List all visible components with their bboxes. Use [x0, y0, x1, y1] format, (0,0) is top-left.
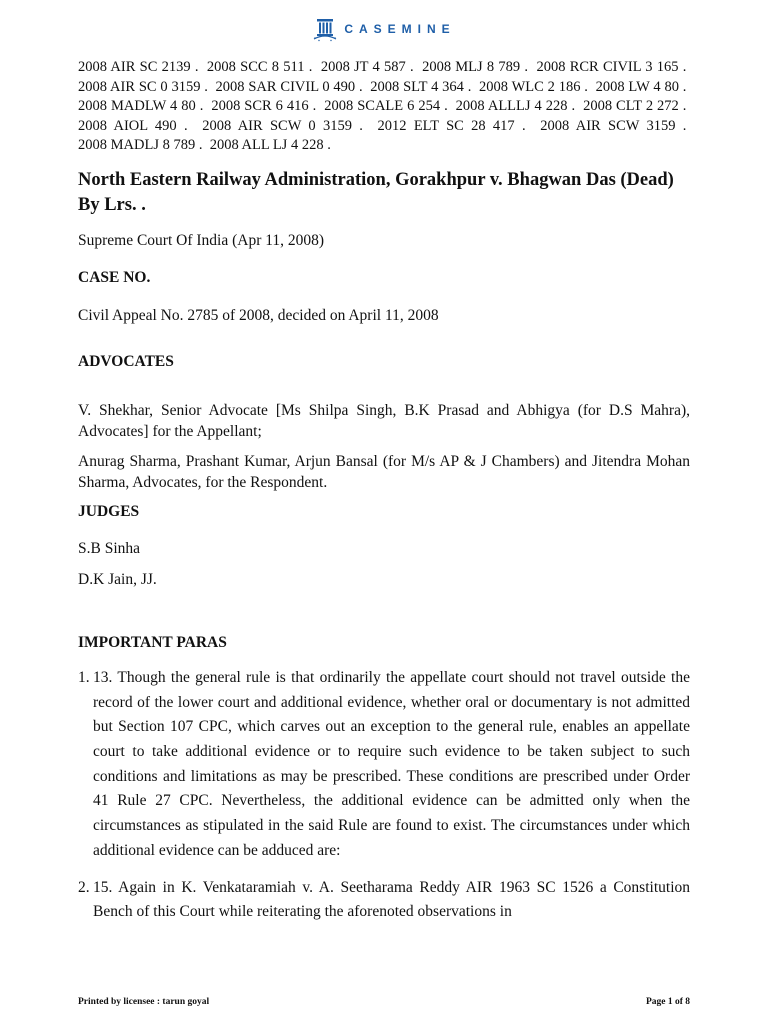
- case-no-text: Civil Appeal No. 2785 of 2008, decided on April 11, 2008: [78, 306, 439, 324]
- citation: 2008 SCC 8 511 .: [206, 59, 313, 75]
- citation: 2008 SLT 4 364 .: [370, 78, 472, 95]
- citation: 2008 CLT 2 272 .: [583, 98, 687, 115]
- citation: 2008 SCR 6 416 .: [211, 98, 317, 115]
- citation: 2008 AIR SCW 0 3159 .: [202, 117, 363, 134]
- advocates-respondent: Anurag Sharma, Prashant Kumar, Arjun Bansal (for M/s AP & J Chambers) and Jitendra Mohan Sharma, Advocates, for the Respondent.: [78, 452, 690, 491]
- citation: 2008 AIR SC 2139 .: [78, 59, 199, 75]
- citation: 2008 JT 4 587 .: [320, 59, 414, 75]
- important-paras-heading: IMPORTANT PARAS: [78, 633, 227, 651]
- list-item: [78, 666, 690, 864]
- list-item-text: 13. Though the general rule is that ordinarily the appellate court should not travel outside the record of the lower court and additional evidence, whether oral or documentary is not admitted but Section 107 CPC, which carves out an exception to the general rule, enables an appellate court to take additional evidence or to require such evidence to be taken subject to such conditions and limitations as may be prescribed. These conditions are prescribed under Order 41 Rule 27 CPC. Nevertheless, the additional evidence can be admitted only when the circumstances as stipulated in the said Rule are found to exist. The circumstances under which additional evidence can be adduced are:: [93, 668, 690, 859]
- page-number: Page 1 of 8: [645, 997, 690, 1007]
- judge-name: S.B Sinha: [78, 539, 141, 557]
- list-item: [78, 876, 690, 925]
- citation: 2008 ALLLJ 4 228 .: [455, 98, 576, 115]
- list-item-number: 1.: [78, 668, 90, 686]
- citation: 2008 MLJ 8 789 .: [422, 59, 528, 75]
- printed-by-licensee: Printed by licensee : tarun goyal: [78, 997, 210, 1007]
- court-and-date: Supreme Court Of India (Apr 11, 2008): [78, 231, 325, 249]
- citation: 2008 AIOL 490 .: [78, 117, 188, 134]
- citation: 2008 SAR CIVIL 0 490 .: [215, 78, 363, 95]
- page-footer: [78, 997, 690, 1007]
- citation: 2008 ALL LJ 4 228 .: [209, 137, 331, 154]
- logo-wordmark: CASEMINE: [344, 22, 456, 36]
- case-title: North Eastern Railway Administration, Gorakhpur v. Bhagwan Das (Dead) By Lrs. .: [78, 169, 674, 215]
- citation: 2008 SCALE 6 254 .: [324, 98, 448, 115]
- citation-list: [78, 58, 690, 156]
- citation: 2008 LW 4 80 .: [595, 78, 687, 95]
- courthouse-icon: [312, 16, 338, 42]
- important-paras-list: [78, 666, 690, 925]
- citation: 2008 AIR SC 0 3159 .: [78, 78, 208, 95]
- judge-name: D.K Jain, JJ.: [78, 570, 157, 588]
- case-no-heading: CASE NO.: [78, 268, 151, 286]
- citation: 2008 RCR CIVIL 3 165 .: [536, 59, 687, 75]
- judges-heading: JUDGES: [78, 502, 140, 520]
- casemine-logo: [0, 16, 768, 42]
- citation: 2008 WLC 2 186 .: [479, 78, 588, 95]
- citation: 2008 MADLW 4 80 .: [78, 98, 204, 115]
- citation: 2012 ELT SC 28 417 .: [377, 117, 526, 134]
- list-item-number: 2.: [78, 878, 90, 896]
- citation: 2008 MADLJ 8 789 .: [78, 137, 203, 154]
- citation: 2008 AIR SCW 3159 .: [540, 117, 687, 134]
- document-body: [78, 58, 690, 925]
- list-item-text: 15. Again in K. Venkataramiah v. A. Seetharama Reddy AIR 1963 SC 1526 a Constitution Bench of this Court while reiterating the aforenoted observations in: [93, 878, 690, 921]
- advocates-appellant: V. Shekhar, Senior Advocate [Ms Shilpa Singh, B.K Prasad and Abhigya (for D.S Mahra), Advocates] for the Appellant;: [78, 401, 690, 440]
- advocates-heading: ADVOCATES: [78, 352, 174, 370]
